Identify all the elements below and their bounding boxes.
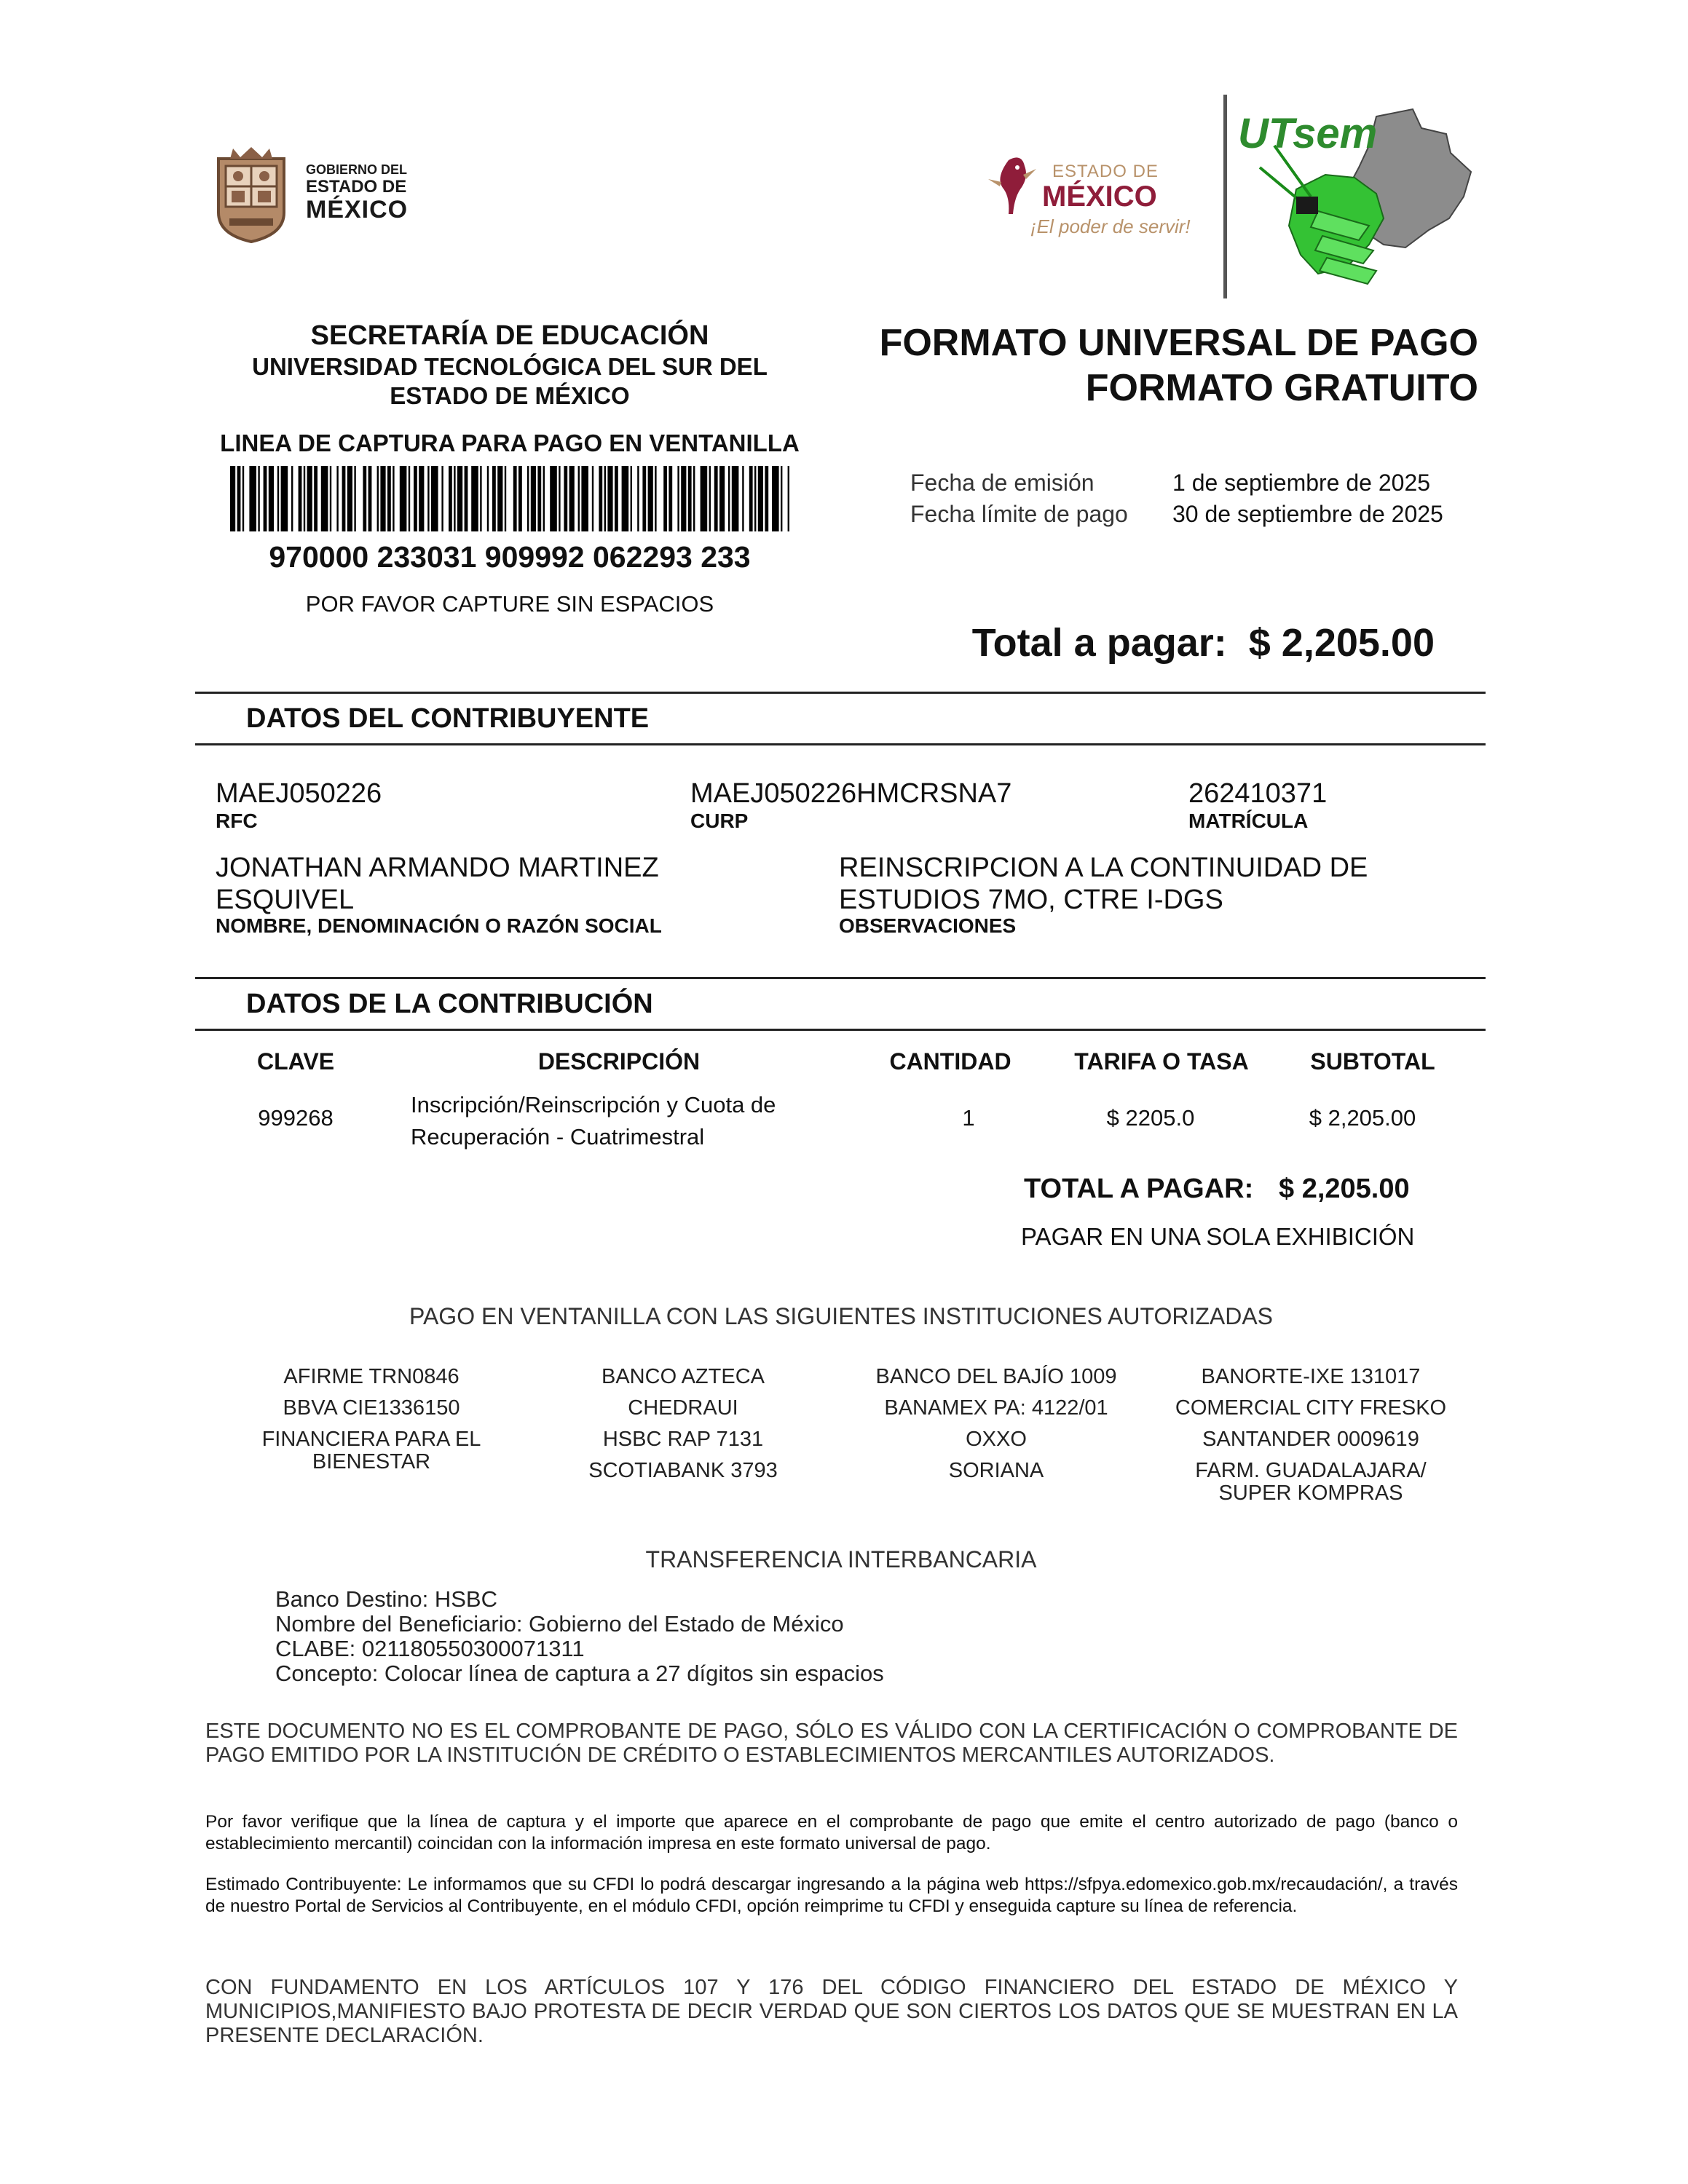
instituciones-title: PAGO EN VENTANILLA CON LAS SIGUIENTES INSTITUCIONES AUTORIZADAS [409, 1303, 1274, 1329]
transferencia-clabe: CLABE: 021180550300071311 [275, 1636, 585, 1661]
row-tarifa: $ 2205.0 [1106, 1105, 1195, 1131]
banks-column-4 [1158, 1366, 1464, 1505]
hummingbird-icon [987, 153, 1038, 218]
row-clave: 999268 [258, 1105, 334, 1131]
banks-column-2 [530, 1366, 836, 1482]
secretaria-title: SECRETARÍA DE EDUCACIÓN [310, 320, 709, 351]
nota-comprobante: ESTE DOCUMENTO NO ES EL COMPROBANTE DE PAGO, SÓLO ES VÁLIDO CON LA CERTIFICACIÓN O COMPROBANTE DE PAGO EMITIDO POR LA INSTITUCIÓN DE CRÉDITO O ESTABLECIMIENTOS MERCANTILES AUTORIZADOS. [205, 1720, 1458, 1767]
row-descripcion-line2: Recuperación - Cuatrimestral [411, 1124, 705, 1150]
barcode-icon [230, 466, 791, 531]
transferencia-banco: Banco Destino: HSBC [275, 1586, 497, 1612]
bank-item: HSBC RAP 7131 [602, 1428, 764, 1451]
row-descripcion-line1: Inscripción/Reinscripción y Cuota de [411, 1092, 776, 1117]
matricula-value: 262410371 [1188, 778, 1328, 809]
bank-item: BANCO DEL BAJÍO 1009 [875, 1365, 1117, 1388]
section-rule [195, 692, 1486, 694]
fecha-limite-value: 30 de septiembre de 2025 [1172, 501, 1443, 527]
fecha-limite-label: Fecha límite de pago [910, 501, 1128, 527]
row-subtotal: $ 2,205.00 [1309, 1105, 1416, 1131]
observaciones-label: OBSERVACIONES [839, 914, 1017, 937]
bank-item: SORIANA [948, 1459, 1044, 1482]
transferencia-details [275, 1587, 884, 1686]
universidad-line2: ESTADO DE MÉXICO [390, 382, 630, 409]
table-header-subtotal: SUBTOTAL [1310, 1048, 1435, 1075]
universidad-name [211, 352, 808, 411]
curp-value: MAEJ050226HMCRSNA7 [690, 778, 1012, 809]
nombre-line2: ESQUIVEL [216, 885, 355, 915]
transferencia-concepto: Concepto: Colocar línea de captura a 27 dígitos sin espacios [275, 1661, 884, 1686]
gob-logo-line1: GOBIERNO DEL [306, 162, 408, 177]
nombre-line1: JONATHAN ARMANDO MARTINEZ [216, 852, 659, 883]
table-header-descripcion: DESCRIPCIÓN [537, 1048, 701, 1075]
bank-item: BIENESTAR [312, 1450, 431, 1473]
edomex-logo-line1: ESTADO DE [1052, 162, 1159, 181]
edomex-logo-line2: MÉXICO [1042, 181, 1157, 213]
fecha-emision-label: Fecha de emisión [910, 470, 1095, 496]
section-rule [195, 743, 1486, 745]
bank-item: BANCO AZTECA [602, 1365, 765, 1388]
bank-item: CHEDRAUI [628, 1396, 738, 1420]
rfc-label: RFC [216, 810, 258, 832]
total-pagar-value: $ 2,205.00 [1279, 1174, 1410, 1204]
banks-column-3 [843, 1366, 1149, 1482]
table-header-cantidad: CANTIDAD [889, 1048, 1011, 1075]
table-header-tarifa: TARIFA O TASA [1074, 1048, 1249, 1075]
universidad-line1: UNIVERSIDAD TECNOLÓGICA DEL SUR DEL [252, 353, 768, 380]
capture-instruction: POR FAVOR CAPTURE SIN ESPACIOS [305, 591, 714, 617]
estado-mexico-logo [987, 146, 1205, 240]
bank-item: SUPER KOMPRAS [1218, 1481, 1403, 1505]
logo-divider [1223, 95, 1227, 298]
formato-title [816, 320, 1478, 411]
fecha-emision-value: 1 de septiembre de 2025 [1172, 470, 1431, 496]
sola-exhibicion: PAGAR EN UNA SOLA EXHIBICIÓN [1021, 1223, 1415, 1250]
bank-item: COMERCIAL CITY FRESKO [1175, 1396, 1447, 1420]
formato-title-line2: FORMATO GRATUITO [1085, 367, 1478, 409]
formato-title-line1: FORMATO UNIVERSAL DE PAGO [879, 322, 1478, 364]
curp-label: CURP [690, 810, 749, 832]
nombre-value [216, 852, 659, 916]
total-a-pagar-header: Total a pagar: $ 2,205.00 [971, 621, 1435, 665]
gob-logo-line2: ESTADO DE [306, 176, 407, 197]
table-header-clave: CLAVE [256, 1048, 335, 1075]
contribucion-section-title: DATOS DE LA CONTRIBUCIÓN [246, 989, 653, 1019]
transferencia-title: TRANSFERENCIA INTERBANCARIA [645, 1546, 1037, 1572]
utsem-logo [1231, 102, 1493, 306]
nota-cfdi: Estimado Contribuyente: Le informamos que su CFDI lo podrá descargar ingresando a la página web https://sfpya.edomexico.gob.mx/recaudación/, a través de nuestro Portal de Servicios al Contribuyente, en el módulo CFDI, opción reimprime tu CFDI y enseguida capture su línea de referencia. [205, 1875, 1458, 1916]
shield-icon [211, 146, 291, 244]
nota-verifique: Por favor verifique que la línea de captura y el importe que aparece en el comprobante de pago que emite el centro autorizado de pago (banco o establecimiento mercantil) coincidan con la información impresa en este formato universal de pago. [205, 1812, 1458, 1853]
observaciones-line1: REINSCRIPCION A LA CONTINUIDAD DE [839, 852, 1368, 883]
utsem-logo-text: UTsem [1238, 110, 1378, 157]
rfc-value: MAEJ050226 [216, 778, 382, 809]
section-rule [195, 1029, 1486, 1031]
bank-item: FARM. GUADALAJARA/ [1195, 1459, 1427, 1482]
nota-fundamento: CON FUNDAMENTO EN LOS ARTÍCULOS 107 Y 176 DEL CÓDIGO FINANCIERO DEL ESTADO DE MÉXICO Y MUNICIPIOS,MANIFIESTO BAJO PROTESTA DE DECIR VERDAD QUE SON CIERTOS LOS DATOS QUE SE MUESTRAN EN LA PRESENTE DECLARACIÓN. [205, 1976, 1458, 2047]
nombre-label: NOMBRE, DENOMINACIÓN O RAZÓN SOCIAL [216, 914, 662, 937]
contribuyente-section-title: DATOS DEL CONTRIBUYENTE [246, 703, 650, 734]
linea-captura-number: 970000 233031 909992 062293 233 [269, 540, 751, 574]
bank-item: SANTANDER 0009619 [1202, 1428, 1419, 1451]
gobierno-estado-mexico-logo [211, 146, 430, 248]
gob-logo-line3: MÉXICO [306, 196, 409, 224]
transferencia-beneficiario: Nombre del Beneficiario: Gobierno del Estado de México [275, 1611, 844, 1637]
row-cantidad: 1 [962, 1105, 975, 1131]
bank-item: BANAMEX PA: 4122/01 [884, 1396, 1108, 1420]
observaciones-line2: ESTUDIOS 7MO, CTRE I-DGS [839, 885, 1223, 915]
bank-item: SCOTIABANK 3793 [588, 1459, 778, 1482]
linea-captura-title: LINEA DE CAPTURA PARA PAGO EN VENTANILLA [220, 430, 800, 456]
bank-item: OXXO [966, 1428, 1027, 1451]
total-pagar-label: TOTAL A PAGAR: [1024, 1174, 1254, 1204]
bank-item: BBVA CIE1336150 [283, 1396, 460, 1420]
edomex-logo-tagline: ¡El poder de servir! [1030, 215, 1191, 237]
banks-column-1 [218, 1366, 524, 1473]
bank-item: FINANCIERA PARA EL [261, 1428, 481, 1451]
observaciones-value [839, 852, 1368, 916]
bank-item: BANORTE-IXE 131017 [1201, 1365, 1421, 1388]
section-rule [195, 977, 1486, 979]
matricula-label: MATRÍCULA [1188, 810, 1309, 832]
bank-item: AFIRME TRN0846 [283, 1365, 460, 1388]
row-descripcion [411, 1089, 848, 1153]
